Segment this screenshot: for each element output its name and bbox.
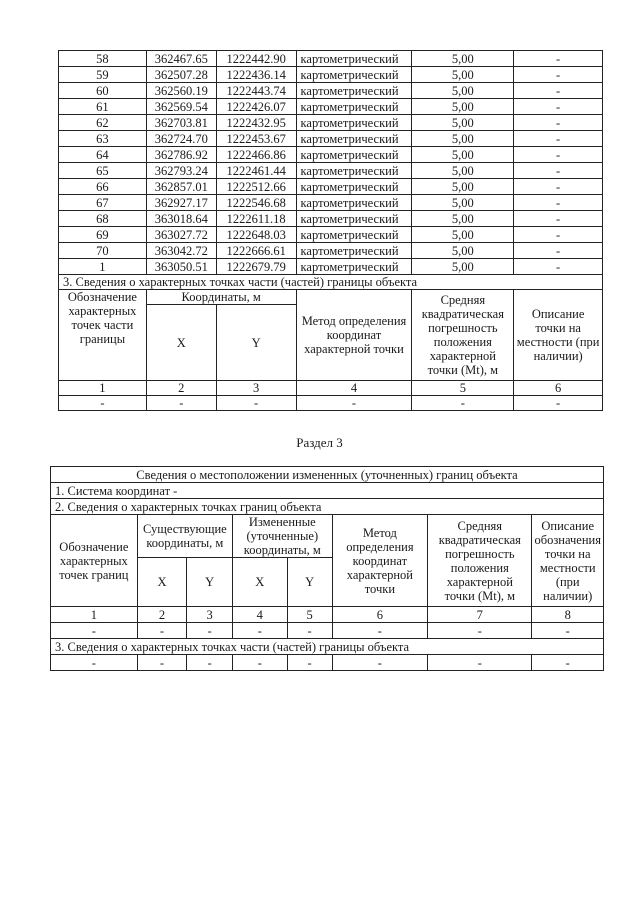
dash-cell: -: [287, 623, 332, 639]
y-coordinate: 1222436.14: [216, 67, 296, 83]
mt-value: 5,00: [412, 83, 514, 99]
y-coordinate: 1222512.66: [216, 179, 296, 195]
header-y: Y: [287, 558, 332, 607]
x-coordinate: 363050.51: [146, 259, 216, 275]
point-number: 70: [59, 243, 147, 259]
dash-cell: -: [187, 623, 233, 639]
header-coords: Координаты, м: [146, 290, 296, 305]
method: картометрический: [296, 67, 412, 83]
y-coordinate: 1222666.61: [216, 243, 296, 259]
section3-heading: Сведения о местоположении измененных (уточненных) границ объекта: [51, 467, 604, 483]
section3-info: 2. Сведения о характерных точках границ объекта: [51, 499, 604, 515]
mt-value: 5,00: [412, 195, 514, 211]
point-number: 1: [59, 259, 147, 275]
method: картометрический: [296, 243, 412, 259]
col-num: 5: [412, 381, 514, 396]
col-num: 4: [232, 607, 287, 623]
y-coordinate: 1222461.44: [216, 163, 296, 179]
point-number: 60: [59, 83, 147, 99]
col-num: 3: [216, 381, 296, 396]
method: картометрический: [296, 83, 412, 99]
method: картометрический: [296, 179, 412, 195]
section3-part3-title: 3. Сведения о характерных точках части (частей) границы объекта: [51, 639, 604, 655]
dash-cell: -: [514, 396, 603, 411]
method: картометрический: [296, 51, 412, 67]
table-row: [59, 259, 603, 275]
point-number: 65: [59, 163, 147, 179]
mt-value: 5,00: [412, 163, 514, 179]
mt-value: 5,00: [412, 99, 514, 115]
description: -: [514, 259, 603, 275]
table-row: [59, 99, 603, 115]
table-row: [59, 131, 603, 147]
dash-cell: -: [532, 655, 604, 671]
dash-cell: -: [51, 655, 138, 671]
y-coordinate: 1222648.03: [216, 227, 296, 243]
header-x: X: [137, 558, 187, 607]
table-row: [59, 67, 603, 83]
dash-cell: -: [296, 396, 412, 411]
method: картометрический: [296, 227, 412, 243]
dash-cell: -: [532, 623, 604, 639]
coordinates-table: [58, 50, 603, 411]
description: -: [514, 243, 603, 259]
table-row: [59, 163, 603, 179]
mt-value: 5,00: [412, 147, 514, 163]
x-coordinate: 362560.19: [146, 83, 216, 99]
x-coordinate: 362724.70: [146, 131, 216, 147]
mt-value: 5,00: [412, 243, 514, 259]
dash-row: [51, 623, 604, 639]
x-coordinate: 362703.81: [146, 115, 216, 131]
dash-cell: -: [332, 623, 428, 639]
dash-cell: -: [287, 655, 332, 671]
method: картометрический: [296, 259, 412, 275]
x-coordinate: 363027.72: [146, 227, 216, 243]
header-desc: Описание точки на местности (при наличии): [514, 290, 603, 381]
point-number: 68: [59, 211, 147, 227]
description: -: [514, 163, 603, 179]
y-coordinate: 1222546.68: [216, 195, 296, 211]
y-coordinate: 1222679.79: [216, 259, 296, 275]
dash-cell: -: [146, 396, 216, 411]
x-coordinate: 362507.28: [146, 67, 216, 83]
header-y: Y: [187, 558, 233, 607]
header-x: X: [146, 305, 216, 381]
dash-cell: -: [137, 655, 187, 671]
col-num: 5: [287, 607, 332, 623]
point-number: 58: [59, 51, 147, 67]
description: -: [514, 147, 603, 163]
description: -: [514, 83, 603, 99]
part3-title: 3. Сведения о характерных точках части (частей) границы объекта: [59, 275, 603, 290]
mt-value: 5,00: [412, 51, 514, 67]
y-coordinate: 1222611.18: [216, 211, 296, 227]
description: -: [514, 67, 603, 83]
x-coordinate: 362569.54: [146, 99, 216, 115]
point-number: 64: [59, 147, 147, 163]
x-coordinate: 362927.17: [146, 195, 216, 211]
col-num: 8: [532, 607, 604, 623]
y-coordinate: 1222453.67: [216, 131, 296, 147]
y-coordinate: 1222443.74: [216, 83, 296, 99]
dash-cell: -: [59, 396, 147, 411]
table-row: [59, 211, 603, 227]
x-coordinate: 363018.64: [146, 211, 216, 227]
mt-value: 5,00: [412, 131, 514, 147]
point-number: 61: [59, 99, 147, 115]
point-number: 62: [59, 115, 147, 131]
description: -: [514, 99, 603, 115]
description: -: [514, 115, 603, 131]
dash-cell: -: [216, 396, 296, 411]
mt-value: 5,00: [412, 227, 514, 243]
description: -: [514, 195, 603, 211]
table-row: [59, 227, 603, 243]
column-numbers-row: [51, 607, 604, 623]
x-coordinate: 362857.01: [146, 179, 216, 195]
mt-value: 5,00: [412, 259, 514, 275]
x-coordinate: 363042.72: [146, 243, 216, 259]
header-method: Метод определения координат характерной точки: [296, 290, 412, 381]
col-num: 7: [428, 607, 532, 623]
method: картометрический: [296, 131, 412, 147]
point-number: 63: [59, 131, 147, 147]
dash-cell: -: [51, 623, 138, 639]
header-point: Обозначение характерных точек части границы: [59, 290, 147, 381]
col-num: 2: [146, 381, 216, 396]
dash-cell: -: [428, 623, 532, 639]
dash-cell: -: [187, 655, 233, 671]
method: картометрический: [296, 195, 412, 211]
table-row: [59, 179, 603, 195]
point-number: 67: [59, 195, 147, 211]
col-num: 1: [51, 607, 138, 623]
table-row: [59, 83, 603, 99]
description: -: [514, 227, 603, 243]
dash-cell: -: [232, 655, 287, 671]
dash-cell: -: [428, 655, 532, 671]
coordinates-table-body: [59, 51, 603, 275]
mt-value: 5,00: [412, 179, 514, 195]
mt-value: 5,00: [412, 211, 514, 227]
method: картометрический: [296, 147, 412, 163]
header-mt: Средняя квадратическая погрешность положения характерной точки (Mt), м: [428, 515, 532, 607]
header-y: Y: [216, 305, 296, 381]
description: -: [514, 131, 603, 147]
header-changed: Измененные (уточненные) координаты, м: [232, 515, 332, 558]
header-mt: Средняя квадратическая погрешность положения характерной точки (Mt), м: [412, 290, 514, 381]
x-coordinate: 362467.65: [146, 51, 216, 67]
col-num: 2: [137, 607, 187, 623]
method: картометрический: [296, 115, 412, 131]
dash-row: [51, 655, 604, 671]
section3-table: [50, 466, 604, 671]
table-row: [59, 195, 603, 211]
dash-cell: -: [137, 623, 187, 639]
x-coordinate: 362793.24: [146, 163, 216, 179]
col-num: 4: [296, 381, 412, 396]
mt-value: 5,00: [412, 115, 514, 131]
dash-cell: -: [332, 655, 428, 671]
header-existing: Существующие координаты, м: [137, 515, 232, 558]
coordinate-system: 1. Система координат -: [51, 483, 604, 499]
description: -: [514, 51, 603, 67]
header-desc: Описание обозначения точки на местности (при наличии): [532, 515, 604, 607]
table-row: [59, 51, 603, 67]
y-coordinate: 1222432.95: [216, 115, 296, 131]
col-num: 6: [332, 607, 428, 623]
table-row: [59, 115, 603, 131]
col-num: 6: [514, 381, 603, 396]
table-row: [59, 243, 603, 259]
point-number: 66: [59, 179, 147, 195]
point-number: 59: [59, 67, 147, 83]
dash-cell: -: [412, 396, 514, 411]
y-coordinate: 1222442.90: [216, 51, 296, 67]
y-coordinate: 1222426.07: [216, 99, 296, 115]
table-row: [59, 147, 603, 163]
method: картометрический: [296, 211, 412, 227]
header-point: Обозначение характерных точек границ: [51, 515, 138, 607]
section-title: Раздел 3: [296, 435, 343, 450]
col-num: 3: [187, 607, 233, 623]
dash-cell: -: [232, 623, 287, 639]
mt-value: 5,00: [412, 67, 514, 83]
x-coordinate: 362786.92: [146, 147, 216, 163]
y-coordinate: 1222466.86: [216, 147, 296, 163]
method: картометрический: [296, 163, 412, 179]
col-num: 1: [59, 381, 147, 396]
description: -: [514, 179, 603, 195]
header-x: X: [232, 558, 287, 607]
method: картометрический: [296, 99, 412, 115]
point-number: 69: [59, 227, 147, 243]
description: -: [514, 211, 603, 227]
header-method: Метод определения координат характерной точки: [332, 515, 428, 607]
